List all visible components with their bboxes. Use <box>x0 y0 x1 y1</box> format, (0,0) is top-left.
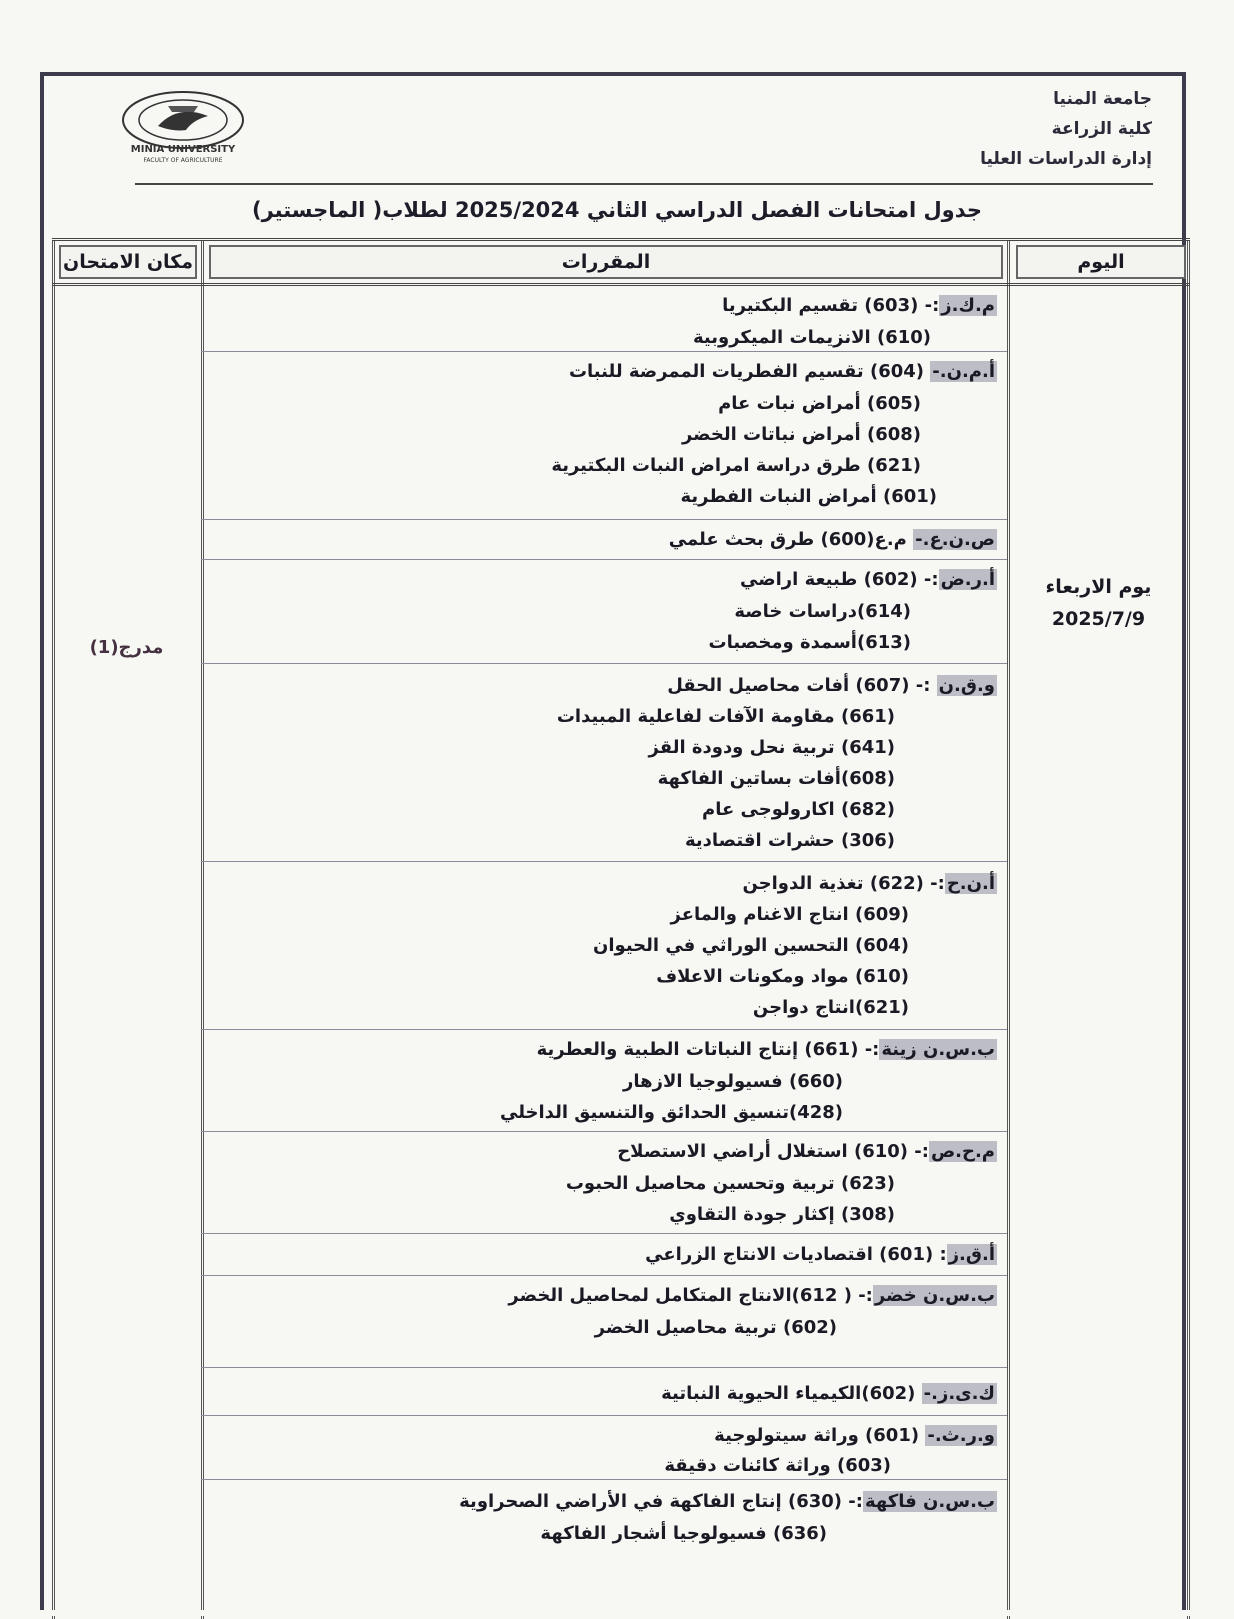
course-line <box>664 1450 891 1481</box>
department-code: م.ك.ز <box>941 295 995 316</box>
course-line <box>718 388 921 419</box>
course-line <box>742 868 997 899</box>
course-name: (623) تربية وتحسين محاصيل الحبوب <box>565 1173 895 1194</box>
course-name: (428)تنسيق الحدائق والتنسيق الداخلي <box>499 1102 843 1123</box>
course-name: (608)أفات بساتين الفاكهة <box>657 768 895 789</box>
course-block <box>201 1276 1007 1368</box>
course-line <box>595 1312 837 1343</box>
logo-wordmark <box>131 144 236 164</box>
faculty-name: كلية الزراعة <box>1051 119 1152 139</box>
header-place: مكان الامتحان <box>59 245 197 279</box>
code-separator: :- <box>858 1039 880 1060</box>
course-line <box>593 930 909 961</box>
code-separator: :- <box>918 295 940 316</box>
course-line <box>540 1518 827 1549</box>
course-line <box>459 1486 997 1517</box>
course-name: (603) وراثة كائنات دقيقة <box>664 1455 891 1476</box>
code-separator: : <box>933 1244 947 1265</box>
course-name: (610) استغلال أراضي الاستصلاح <box>617 1141 908 1162</box>
document-title: جدول امتحانات الفصل الدراسي الثاني 2025/2024 لطلاب( الماجستير) <box>251 198 982 222</box>
code-separator: :- <box>851 1285 873 1306</box>
course-name: (641) تربية نحل ودودة القز <box>648 737 895 758</box>
course-name: (602) طبيعة اراضي <box>740 569 918 590</box>
course-name: (661) مقاومة الآفات لفاعلية المبيدات <box>556 706 895 727</box>
course-block <box>201 352 1007 520</box>
course-name: (601) اقتصاديات الانتاج الزراعي <box>645 1244 934 1265</box>
course-name: (609) انتاج الاغنام والماعز <box>670 904 909 925</box>
department-code: أ.ن.ح <box>946 873 995 894</box>
code-separator: :- <box>917 569 939 590</box>
department-code: و.ر.ث.- <box>927 1425 995 1446</box>
course-name: (621) طرق دراسة امراض النبات البكتيرية <box>551 455 921 476</box>
course-line <box>702 794 895 825</box>
faculty-logo <box>98 86 268 166</box>
course-name: (602)الكيمياء الحيوية النباتية <box>661 1383 916 1404</box>
course-name: (610) مواد ومكونات الاعلاف <box>656 966 909 987</box>
header-divider <box>135 183 1153 185</box>
course-name: (661) إنتاج النباتات الطبية والعطرية <box>536 1039 859 1060</box>
course-line <box>569 356 997 387</box>
course-name: (607) أفات محاصيل الحقل <box>667 675 910 696</box>
course-name: (601) أمراض النبات الفطرية <box>680 486 937 507</box>
course-line <box>722 290 997 321</box>
code-separator: :- <box>908 1141 929 1162</box>
department-code: أ.ر.ض <box>940 569 995 590</box>
course-line <box>658 763 895 794</box>
course-line <box>681 481 938 512</box>
page-bottom-edge <box>0 1610 1234 1616</box>
course-name: (660) فسيولوجيا الازهار <box>623 1071 843 1092</box>
exam-day: يوم الاربعاء <box>1045 576 1152 598</box>
course-line <box>693 322 931 353</box>
course-line <box>645 1239 997 1270</box>
svg-text:MINIA UNIVERSITY: MINIA UNIVERSITY <box>130 144 236 155</box>
course-line <box>656 961 909 992</box>
course-line <box>753 992 909 1023</box>
department-code: ب.س.ن زينة <box>881 1039 995 1060</box>
exam-day-cell <box>1007 571 1190 635</box>
course-block <box>201 520 1007 560</box>
place-column <box>52 241 201 1619</box>
code-separator: :- <box>842 1491 863 1512</box>
svg-text:FACULTY OF AGRICULTURE: FACULTY OF AGRICULTURE <box>143 157 223 164</box>
exam-schedule-table <box>52 238 1190 1619</box>
course-name: (605) أمراض نبات عام <box>718 393 921 414</box>
department-code: ك.ى.ز.- <box>923 1383 995 1404</box>
course-name: (604) تقسيم الفطريات الممرضة للنبات <box>568 361 924 382</box>
course-name: (308) إكثار جودة التقاوي <box>669 1204 895 1225</box>
course-block <box>201 1480 1007 1600</box>
course-line <box>714 1420 997 1451</box>
course-name: م.ع(600) طرق بحث علمي <box>668 529 907 550</box>
course-block <box>201 1234 1007 1276</box>
code-separator: :- <box>909 675 937 696</box>
department-code: ب.س.ن خضر <box>874 1285 995 1306</box>
course-line <box>617 1136 997 1167</box>
university-name: جامعة المنيا <box>1053 89 1152 109</box>
course-name: (613)أسمدة ومخصبات <box>708 632 911 653</box>
course-name: (604) التحسين الوراثي في الحيوان <box>593 935 909 956</box>
department-code: أ.م.ن.- <box>932 361 995 382</box>
course-block <box>201 1030 1007 1132</box>
course-name: (608) أمراض نباتات الخضر <box>681 424 921 445</box>
course-line <box>740 564 997 595</box>
course-line <box>667 670 997 701</box>
course-block <box>201 560 1007 664</box>
course-line <box>623 1066 843 1097</box>
course-line <box>669 1199 895 1230</box>
institution-header <box>980 84 1152 174</box>
course-line <box>500 1097 843 1128</box>
day-column <box>1007 241 1190 1619</box>
course-line <box>669 524 997 555</box>
department-code: أ.ق.ز <box>948 1244 995 1265</box>
course-name: ( 612)الانتاج المتكامل لمحاصيل الخضر <box>508 1285 852 1306</box>
course-line <box>557 701 895 732</box>
course-line <box>708 627 911 658</box>
exam-date: 2025/7/9 <box>1051 608 1146 630</box>
course-name: (622) تغذية الدواجن <box>742 873 924 894</box>
course-line <box>551 450 921 481</box>
course-name: (682) اكارولوجى عام <box>702 799 895 820</box>
course-line <box>649 732 895 763</box>
course-block <box>201 1416 1007 1480</box>
department-code: ص.ن.ع.- <box>915 529 995 550</box>
course-block <box>201 1368 1007 1416</box>
course-line <box>685 825 895 856</box>
course-line <box>661 1378 997 1409</box>
course-name: (603) تقسيم البكتيريا <box>722 295 919 316</box>
course-line <box>537 1034 997 1065</box>
course-name: (601) وراثة سيتولوجية <box>714 1425 920 1446</box>
course-line <box>682 419 921 450</box>
course-name: (610) الانزيمات الميكروبية <box>693 327 931 348</box>
course-name: (602) تربية محاصيل الخضر <box>594 1317 837 1338</box>
department-code: و.ق.ن <box>938 675 995 696</box>
course-name: (630) إنتاج الفاكهة في الأراضي الصحراوية <box>459 1491 843 1512</box>
course-block <box>201 286 1007 352</box>
course-block <box>201 664 1007 862</box>
exam-place: مدرج(1) <box>89 637 164 658</box>
header-courses: المقررات <box>209 245 1003 279</box>
course-block <box>201 862 1007 1030</box>
department-name: إدارة الدراسات العليا <box>980 149 1152 169</box>
department-code: م.ح.ص <box>930 1141 995 1162</box>
course-line <box>671 899 909 930</box>
department-code: ب.س.ن فاكهة <box>864 1491 995 1512</box>
code-separator: :- <box>923 873 945 894</box>
course-name: (636) فسيولوجيا أشجار الفاكهة <box>540 1523 827 1544</box>
course-name: (306) حشرات اقتصادية <box>684 830 895 851</box>
course-block <box>201 1132 1007 1234</box>
course-name: (614)دراسات خاصة <box>734 601 911 622</box>
course-line <box>566 1168 895 1199</box>
course-name: (621)انتاج دواجن <box>752 997 909 1018</box>
course-line <box>508 1280 997 1311</box>
course-line <box>734 596 911 627</box>
header-day: اليوم <box>1016 245 1186 279</box>
